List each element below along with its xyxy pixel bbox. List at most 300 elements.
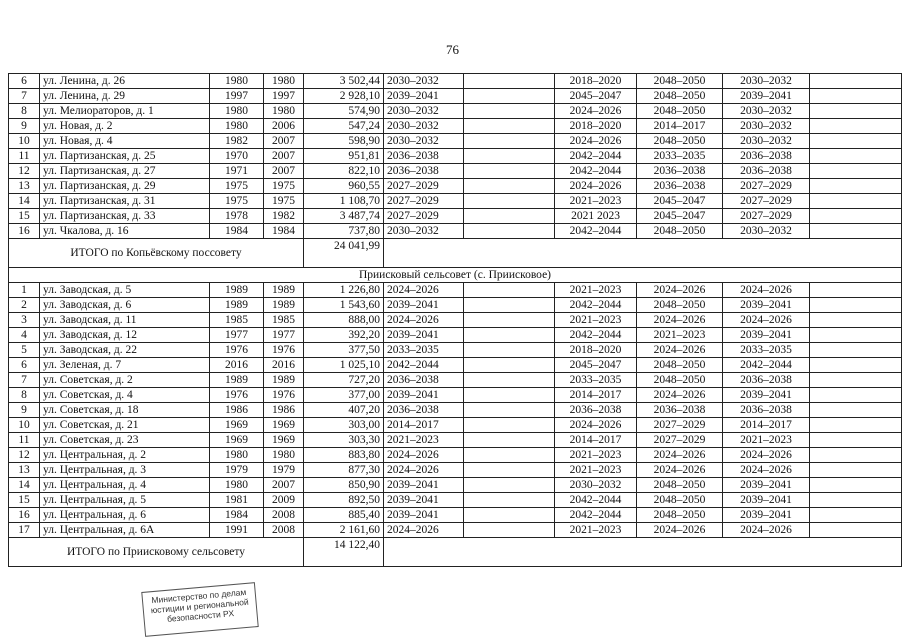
cell-period-2 xyxy=(464,328,555,343)
cell-number: 10 xyxy=(9,134,40,149)
cell-period-2 xyxy=(464,418,555,433)
cell-area: 547,24 xyxy=(304,119,384,134)
cell-period-4: 2024–2026 xyxy=(637,388,723,403)
cell-period-4: 2048–2050 xyxy=(637,298,723,313)
cell-number: 7 xyxy=(9,89,40,104)
cell-extra xyxy=(810,463,902,478)
cell-period-4: 2024–2026 xyxy=(637,283,723,298)
cell-period-3: 2042–2044 xyxy=(555,164,637,179)
cell-number: 16 xyxy=(9,508,40,523)
cell-period-5: 2024–2026 xyxy=(723,448,810,463)
cell-period-1: 2024–2026 xyxy=(384,463,464,478)
table-row xyxy=(9,373,902,388)
cell-number: 9 xyxy=(9,119,40,134)
cell-period-5: 2030–2032 xyxy=(723,119,810,134)
cell-number: 13 xyxy=(9,463,40,478)
cell-period-4: 2036–2038 xyxy=(637,403,723,418)
cell-address: ул. Мелиораторов, д. 1 xyxy=(40,104,210,119)
cell-period-2 xyxy=(464,194,555,209)
cell-period-4: 2048–2050 xyxy=(637,478,723,493)
cell-area: 1 025,10 xyxy=(304,358,384,373)
cell-period-2 xyxy=(464,89,555,104)
cell-year-commissioned: 1976 xyxy=(264,343,304,358)
cell-period-5: 2030–2032 xyxy=(723,74,810,89)
cell-period-1: 2024–2026 xyxy=(384,448,464,463)
cell-address: ул. Партизанская, д. 31 xyxy=(40,194,210,209)
cell-period-4: 2036–2038 xyxy=(637,179,723,194)
cell-area: 2 161,60 xyxy=(304,523,384,538)
cell-area: 960,55 xyxy=(304,179,384,194)
cell-period-3: 2018–2020 xyxy=(555,343,637,358)
cell-period-2 xyxy=(464,179,555,194)
table-row xyxy=(9,328,902,343)
cell-number: 6 xyxy=(9,358,40,373)
cell-address: ул. Зеленая, д. 7 xyxy=(40,358,210,373)
cell-address: ул. Заводская, д. 11 xyxy=(40,313,210,328)
cell-number: 4 xyxy=(9,328,40,343)
cell-period-5: 2027–2029 xyxy=(723,179,810,194)
table-row xyxy=(9,463,902,478)
cell-year-commissioned: 1979 xyxy=(264,463,304,478)
cell-period-3: 2045–2047 xyxy=(555,89,637,104)
cell-address: ул. Советская, д. 23 xyxy=(40,433,210,448)
cell-area: 822,10 xyxy=(304,164,384,179)
cell-year-commissioned: 1980 xyxy=(264,448,304,463)
cell-period-4: 2024–2026 xyxy=(637,463,723,478)
cell-number: 5 xyxy=(9,343,40,358)
cell-period-1: 2036–2038 xyxy=(384,403,464,418)
cell-area: 574,90 xyxy=(304,104,384,119)
cell-area: 892,50 xyxy=(304,493,384,508)
cell-number: 11 xyxy=(9,433,40,448)
cell-year-commissioned: 2008 xyxy=(264,508,304,523)
cell-period-4: 2024–2026 xyxy=(637,523,723,538)
cell-period-5: 2024–2026 xyxy=(723,463,810,478)
cell-period-5: 2039–2041 xyxy=(723,478,810,493)
total-value: 24 041,99 xyxy=(304,239,384,268)
cell-period-3: 2024–2026 xyxy=(555,104,637,119)
cell-period-5: 2039–2041 xyxy=(723,89,810,104)
cell-extra xyxy=(810,149,902,164)
cell-address: ул. Центральная, д. 3 xyxy=(40,463,210,478)
cell-number: 7 xyxy=(9,373,40,388)
cell-period-5: 2027–2029 xyxy=(723,209,810,224)
cell-period-5: 2027–2029 xyxy=(723,194,810,209)
cell-year-built: 2016 xyxy=(210,358,264,373)
table-row xyxy=(9,74,902,89)
cell-address: ул. Новая, д. 4 xyxy=(40,134,210,149)
cell-address: ул. Центральная, д. 6А xyxy=(40,523,210,538)
cell-extra xyxy=(810,478,902,493)
table-row xyxy=(9,508,902,523)
table-row xyxy=(9,313,902,328)
cell-period-1: 2027–2029 xyxy=(384,209,464,224)
cell-period-3: 2042–2044 xyxy=(555,224,637,239)
cell-address: ул. Центральная, д. 4 xyxy=(40,478,210,493)
cell-period-2 xyxy=(464,448,555,463)
cell-number: 2 xyxy=(9,298,40,313)
cell-number: 15 xyxy=(9,209,40,224)
table-row xyxy=(9,149,902,164)
total-label: ИТОГО по Копьёвскому поссовету xyxy=(9,239,304,268)
cell-period-3: 2030–2032 xyxy=(555,478,637,493)
total-empty xyxy=(384,538,902,567)
cell-extra xyxy=(810,313,902,328)
cell-period-4: 2045–2047 xyxy=(637,209,723,224)
cell-period-2 xyxy=(464,119,555,134)
cell-period-2 xyxy=(464,433,555,448)
cell-year-built: 1997 xyxy=(210,89,264,104)
cell-period-5: 2039–2041 xyxy=(723,328,810,343)
cell-address: ул. Ленина, д. 29 xyxy=(40,89,210,104)
cell-period-1: 2014–2017 xyxy=(384,418,464,433)
cell-period-3: 2042–2044 xyxy=(555,508,637,523)
cell-period-2 xyxy=(464,388,555,403)
cell-period-3: 2024–2026 xyxy=(555,418,637,433)
cell-year-built: 1980 xyxy=(210,104,264,119)
cell-year-built: 1986 xyxy=(210,403,264,418)
table-row xyxy=(9,448,902,463)
cell-year-built: 1975 xyxy=(210,194,264,209)
cell-year-commissioned: 1975 xyxy=(264,194,304,209)
cell-area: 951,81 xyxy=(304,149,384,164)
cell-year-commissioned: 1985 xyxy=(264,313,304,328)
cell-period-1: 2024–2026 xyxy=(384,313,464,328)
cell-period-1: 2030–2032 xyxy=(384,134,464,149)
cell-period-5: 2036–2038 xyxy=(723,403,810,418)
table-row xyxy=(9,283,902,298)
cell-address: ул. Центральная, д. 2 xyxy=(40,448,210,463)
total-row xyxy=(9,239,902,268)
cell-area: 598,90 xyxy=(304,134,384,149)
cell-extra xyxy=(810,164,902,179)
cell-period-3: 2042–2044 xyxy=(555,493,637,508)
cell-period-4: 2048–2050 xyxy=(637,493,723,508)
cell-area: 377,50 xyxy=(304,343,384,358)
cell-period-2 xyxy=(464,298,555,313)
cell-area: 737,80 xyxy=(304,224,384,239)
cell-number: 13 xyxy=(9,179,40,194)
cell-period-5: 2036–2038 xyxy=(723,164,810,179)
cell-period-1: 2027–2029 xyxy=(384,194,464,209)
cell-period-3: 2021–2023 xyxy=(555,463,637,478)
cell-period-1: 2030–2032 xyxy=(384,224,464,239)
cell-period-2 xyxy=(464,493,555,508)
cell-period-5: 2021–2023 xyxy=(723,433,810,448)
cell-period-3: 2021–2023 xyxy=(555,523,637,538)
cell-extra xyxy=(810,209,902,224)
table-row xyxy=(9,403,902,418)
cell-period-4: 2036–2038 xyxy=(637,164,723,179)
cell-number: 12 xyxy=(9,164,40,179)
cell-period-3: 2033–2035 xyxy=(555,373,637,388)
cell-address: ул. Заводская, д. 6 xyxy=(40,298,210,313)
cell-extra xyxy=(810,448,902,463)
cell-period-1: 2027–2029 xyxy=(384,179,464,194)
cell-year-built: 1977 xyxy=(210,328,264,343)
cell-period-5: 2039–2041 xyxy=(723,388,810,403)
cell-extra xyxy=(810,493,902,508)
cell-period-2 xyxy=(464,343,555,358)
cell-year-built: 1981 xyxy=(210,493,264,508)
cell-address: ул. Партизанская, д. 25 xyxy=(40,149,210,164)
cell-extra xyxy=(810,104,902,119)
cell-period-3: 2042–2044 xyxy=(555,328,637,343)
housing-table xyxy=(8,73,902,567)
cell-year-commissioned: 1982 xyxy=(264,209,304,224)
cell-period-4: 2048–2050 xyxy=(637,358,723,373)
cell-year-commissioned: 2007 xyxy=(264,134,304,149)
table-row xyxy=(9,418,902,433)
cell-year-commissioned: 1969 xyxy=(264,418,304,433)
cell-period-5: 2039–2041 xyxy=(723,493,810,508)
cell-area: 2 928,10 xyxy=(304,89,384,104)
cell-period-4: 2024–2026 xyxy=(637,343,723,358)
cell-address: ул. Советская, д. 4 xyxy=(40,388,210,403)
cell-year-commissioned: 1989 xyxy=(264,283,304,298)
table-body xyxy=(9,74,902,567)
cell-number: 9 xyxy=(9,403,40,418)
table-row xyxy=(9,224,902,239)
cell-period-1: 2039–2041 xyxy=(384,508,464,523)
cell-period-1: 2039–2041 xyxy=(384,89,464,104)
cell-extra xyxy=(810,523,902,538)
cell-year-commissioned: 2007 xyxy=(264,478,304,493)
total-empty xyxy=(384,239,902,268)
cell-area: 1 226,80 xyxy=(304,283,384,298)
stamp-text: Министерство по делам юстиции и региональной безопасности РХ xyxy=(150,586,250,624)
cell-extra xyxy=(810,403,902,418)
cell-period-3: 2045–2047 xyxy=(555,358,637,373)
cell-period-1: 2039–2041 xyxy=(384,478,464,493)
cell-year-built: 1969 xyxy=(210,418,264,433)
cell-year-commissioned: 1986 xyxy=(264,403,304,418)
cell-year-built: 1991 xyxy=(210,523,264,538)
cell-period-5: 2030–2032 xyxy=(723,224,810,239)
cell-extra xyxy=(810,328,902,343)
table-row xyxy=(9,179,902,194)
cell-extra xyxy=(810,283,902,298)
cell-extra xyxy=(810,358,902,373)
cell-extra xyxy=(810,134,902,149)
cell-year-commissioned: 1969 xyxy=(264,433,304,448)
cell-period-4: 2027–2029 xyxy=(637,418,723,433)
cell-period-1: 2039–2041 xyxy=(384,493,464,508)
cell-period-1: 2030–2032 xyxy=(384,119,464,134)
cell-year-commissioned: 1997 xyxy=(264,89,304,104)
cell-period-4: 2021–2023 xyxy=(637,328,723,343)
cell-period-1: 2030–2032 xyxy=(384,104,464,119)
cell-area: 883,80 xyxy=(304,448,384,463)
cell-address: ул. Заводская, д. 22 xyxy=(40,343,210,358)
cell-period-5: 2039–2041 xyxy=(723,298,810,313)
cell-year-commissioned: 1984 xyxy=(264,224,304,239)
cell-year-built: 1989 xyxy=(210,298,264,313)
cell-period-2 xyxy=(464,373,555,388)
cell-period-3: 2036–2038 xyxy=(555,403,637,418)
cell-period-1: 2036–2038 xyxy=(384,149,464,164)
table-row xyxy=(9,209,902,224)
cell-area: 303,30 xyxy=(304,433,384,448)
page-number: 76 xyxy=(446,42,459,57)
cell-address: ул. Партизанская, д. 27 xyxy=(40,164,210,179)
cell-period-1: 2030–2032 xyxy=(384,74,464,89)
table-row xyxy=(9,194,902,209)
cell-year-built: 1979 xyxy=(210,463,264,478)
cell-year-built: 1984 xyxy=(210,224,264,239)
cell-year-commissioned: 2007 xyxy=(264,149,304,164)
cell-area: 3 487,74 xyxy=(304,209,384,224)
table-row xyxy=(9,388,902,403)
cell-period-3: 2024–2026 xyxy=(555,134,637,149)
cell-area: 850,90 xyxy=(304,478,384,493)
cell-address: ул. Партизанская, д. 33 xyxy=(40,209,210,224)
cell-number: 15 xyxy=(9,493,40,508)
cell-period-3: 2042–2044 xyxy=(555,298,637,313)
total-row xyxy=(9,538,902,567)
cell-number: 10 xyxy=(9,418,40,433)
table-row xyxy=(9,493,902,508)
table-row xyxy=(9,478,902,493)
total-label: ИТОГО по Приисковому сельсовету xyxy=(9,538,304,567)
cell-period-5: 2036–2038 xyxy=(723,373,810,388)
cell-year-commissioned: 2006 xyxy=(264,119,304,134)
cell-period-1: 2039–2041 xyxy=(384,298,464,313)
cell-extra xyxy=(810,119,902,134)
cell-area: 885,40 xyxy=(304,508,384,523)
table-row xyxy=(9,523,902,538)
cell-period-4: 2048–2050 xyxy=(637,89,723,104)
cell-number: 12 xyxy=(9,448,40,463)
cell-period-5: 2033–2035 xyxy=(723,343,810,358)
cell-area: 377,00 xyxy=(304,388,384,403)
cell-period-1: 2039–2041 xyxy=(384,328,464,343)
cell-area: 1 543,60 xyxy=(304,298,384,313)
cell-period-1: 2024–2026 xyxy=(384,283,464,298)
cell-area: 888,00 xyxy=(304,313,384,328)
cell-address: ул. Центральная, д. 5 xyxy=(40,493,210,508)
cell-period-3: 2021 2023 xyxy=(555,209,637,224)
cell-period-3: 2024–2026 xyxy=(555,179,637,194)
cell-number: 17 xyxy=(9,523,40,538)
table-row xyxy=(9,104,902,119)
table-row xyxy=(9,89,902,104)
cell-year-built: 1980 xyxy=(210,119,264,134)
table-row xyxy=(9,343,902,358)
cell-area: 1 108,70 xyxy=(304,194,384,209)
cell-year-commissioned: 1977 xyxy=(264,328,304,343)
cell-extra xyxy=(810,224,902,239)
table-row xyxy=(9,134,902,149)
table-row xyxy=(9,164,902,179)
cell-year-built: 1971 xyxy=(210,164,264,179)
cell-period-2 xyxy=(464,283,555,298)
cell-period-4: 2048–2050 xyxy=(637,104,723,119)
cell-period-5: 2036–2038 xyxy=(723,149,810,164)
cell-period-2 xyxy=(464,313,555,328)
cell-address: ул. Центральная, д. 6 xyxy=(40,508,210,523)
cell-year-built: 1980 xyxy=(210,478,264,493)
cell-address: ул. Советская, д. 18 xyxy=(40,403,210,418)
cell-year-built: 1976 xyxy=(210,343,264,358)
table-row xyxy=(9,358,902,373)
cell-period-3: 2042–2044 xyxy=(555,149,637,164)
cell-extra xyxy=(810,343,902,358)
cell-period-4: 2024–2026 xyxy=(637,448,723,463)
cell-area: 3 502,44 xyxy=(304,74,384,89)
cell-period-5: 2024–2026 xyxy=(723,283,810,298)
cell-extra xyxy=(810,508,902,523)
cell-period-4: 2045–2047 xyxy=(637,194,723,209)
cell-extra xyxy=(810,194,902,209)
cell-number: 8 xyxy=(9,104,40,119)
cell-extra xyxy=(810,388,902,403)
cell-number: 11 xyxy=(9,149,40,164)
cell-period-1: 2036–2038 xyxy=(384,373,464,388)
cell-year-built: 1984 xyxy=(210,508,264,523)
cell-extra xyxy=(810,373,902,388)
cell-period-4: 2048–2050 xyxy=(637,134,723,149)
cell-extra xyxy=(810,418,902,433)
cell-period-2 xyxy=(464,463,555,478)
cell-extra xyxy=(810,74,902,89)
section-title: Приисковый сельсовет (с. Приисковое) xyxy=(9,268,902,283)
cell-area: 392,20 xyxy=(304,328,384,343)
cell-year-commissioned: 1980 xyxy=(264,74,304,89)
cell-year-commissioned: 2016 xyxy=(264,358,304,373)
cell-address: ул. Чкалова, д. 16 xyxy=(40,224,210,239)
cell-year-built: 1975 xyxy=(210,179,264,194)
cell-address: ул. Советская, д. 21 xyxy=(40,418,210,433)
cell-period-3: 2014–2017 xyxy=(555,433,637,448)
cell-period-4: 2048–2050 xyxy=(637,74,723,89)
cell-period-5: 2030–2032 xyxy=(723,104,810,119)
cell-period-3: 2021–2023 xyxy=(555,283,637,298)
cell-period-4: 2024–2026 xyxy=(637,313,723,328)
cell-period-2 xyxy=(464,164,555,179)
cell-number: 14 xyxy=(9,478,40,493)
cell-number: 6 xyxy=(9,74,40,89)
cell-address: ул. Заводская, д. 12 xyxy=(40,328,210,343)
cell-period-1: 2021–2023 xyxy=(384,433,464,448)
cell-address: ул. Новая, д. 2 xyxy=(40,119,210,134)
cell-number: 1 xyxy=(9,283,40,298)
cell-period-1: 2039–2041 xyxy=(384,388,464,403)
cell-year-built: 1980 xyxy=(210,448,264,463)
cell-period-3: 2018–2020 xyxy=(555,119,637,134)
cell-period-4: 2014–2017 xyxy=(637,119,723,134)
cell-period-2 xyxy=(464,403,555,418)
cell-period-5: 2024–2026 xyxy=(723,313,810,328)
cell-year-commissioned: 1989 xyxy=(264,298,304,313)
cell-period-3: 2021–2023 xyxy=(555,448,637,463)
table-row xyxy=(9,433,902,448)
ministry-stamp xyxy=(141,582,258,637)
cell-period-5: 2014–2017 xyxy=(723,418,810,433)
cell-period-2 xyxy=(464,104,555,119)
table-row xyxy=(9,298,902,313)
cell-year-commissioned: 2007 xyxy=(264,164,304,179)
cell-year-built: 1970 xyxy=(210,149,264,164)
cell-period-2 xyxy=(464,358,555,373)
cell-area: 407,20 xyxy=(304,403,384,418)
cell-period-2 xyxy=(464,224,555,239)
total-value: 14 122,40 xyxy=(304,538,384,567)
table-row xyxy=(9,119,902,134)
cell-year-built: 1982 xyxy=(210,134,264,149)
cell-year-commissioned: 1989 xyxy=(264,373,304,388)
cell-period-2 xyxy=(464,74,555,89)
